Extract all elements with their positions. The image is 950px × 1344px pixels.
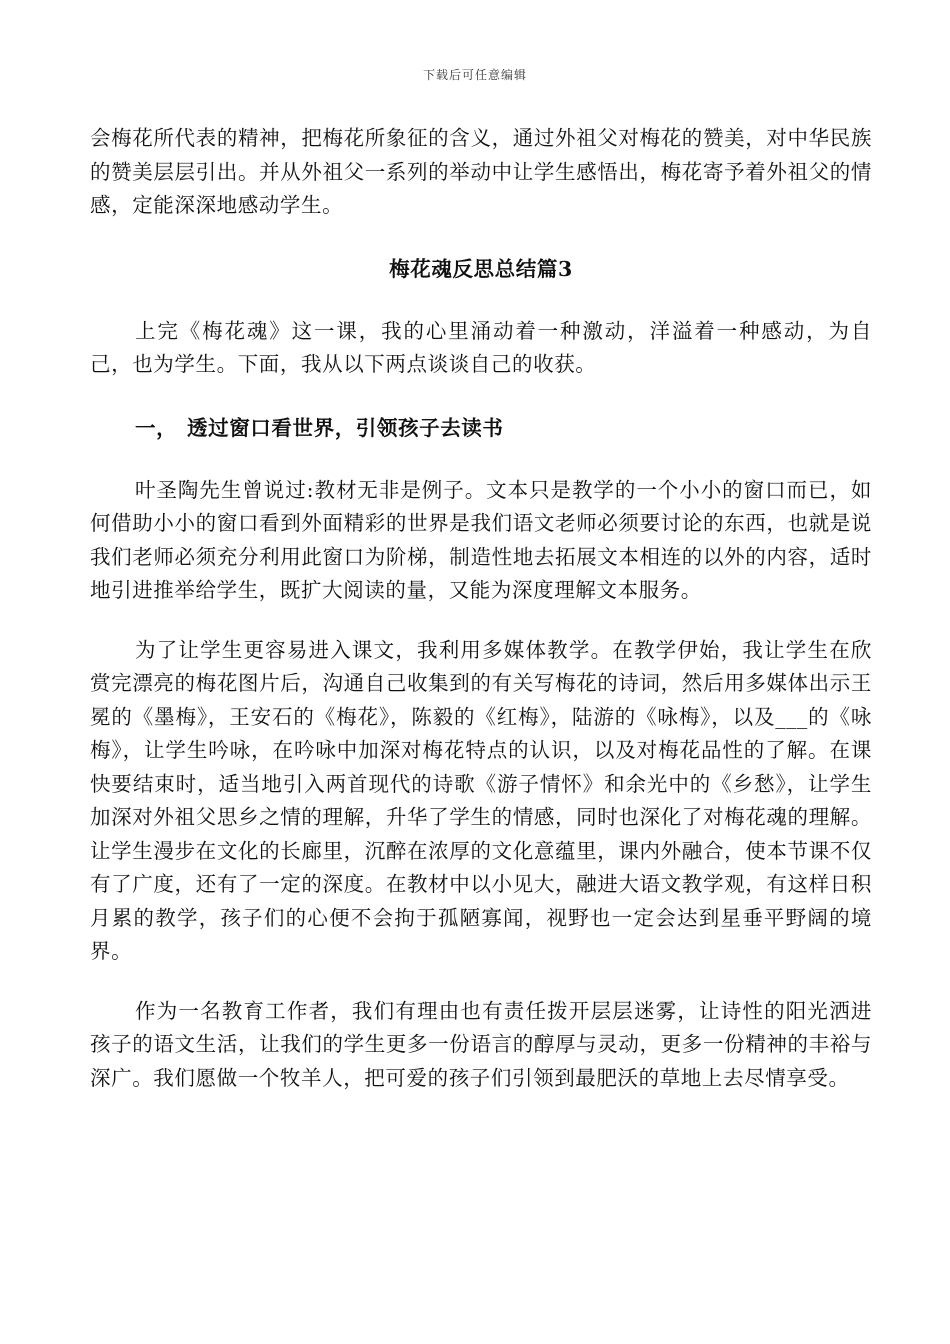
opening-paragraph: 上完《梅花魂》这一课，我的心里涌动着一种激动，洋溢着一种感动，为自己，也为学生。下面，我从以下两点谈谈自己的收获。 (90, 318, 872, 376)
section-title: 梅花魂反思总结篇3 (389, 256, 573, 281)
subheading (90, 408, 872, 448)
intro-paragraph: 会梅花所代表的精神，把梅花所象征的含义，通过外祖父对梅花的赞美，对中华民族的赞美层层引出。并从外祖父一系列的举动中让学生感悟出，梅花寄予着外祖父的情感，定能深深地感动学生。 (90, 126, 872, 217)
body-paragraph-2: 为了让学生更容易进入课文，我利用多媒体教学。在教学伊始，我让学生在欣赏完漂亮的梅花图片后，沟通自己收集到的有关写梅花的诗词，然后用多媒体出示王冕的《墨梅》，王安石的《梅花》，陈毅的《红梅》，陆游的《咏梅》，以及___的《咏梅》，让学生吟咏，在吟咏中加深对梅花特点的认识，以及对梅花品性的了解。在课快要结束时，适当地引入两首现代的诗歌《游子情怀》和余光中的《乡愁》，让学生加深对外祖父思乡之情的理解，升华了学生的情感，同时也深化了对梅花魂的理解。让学生漫步在文化的长廊里，沉醉在浓厚的文化意蕴里，课内外融合，使本节课不仅有了广度，还有了一定的深度。在教材中以小见大，融进大语文教学观，有这样日积月累的教学，孩子们的心便不会拘于孤陋寡闻，视野也一定会达到星垂平野阔的境界。 (90, 637, 872, 963)
document-body (90, 122, 872, 1095)
subheading-number: 一， (135, 415, 178, 440)
subheading-text: 透过窗口看世界，引领孩子去读书 (187, 415, 504, 440)
page-header: 下载后可任意编辑 (422, 68, 527, 82)
body-paragraph-3: 作为一名教育工作者，我们有理由也有责任拨开层层迷雾，让诗性的阳光洒进孩子的语文生活，让我们的学生更多一份语言的醇厚与灵动，更多一份精神的丰裕与深广。我们愿做一个牧羊人，把可爱的孩子们引领到最肥沃的草地上去尽情享受。 (90, 998, 872, 1090)
body-paragraph-1: 叶圣陶先生曾说过:教材无非是例子。文本只是教学的一个小小的窗口而已，如何借助小小的窗口看到外面精彩的世界是我们语文老师必须要讨论的东西，也就是说我们老师必须充分利用此窗口为阶梯，制造性地去拓展文本相连的以外的内容，适时地引进推举给学生，既扩大阅读的量，又能为深度理解文本服务。 (90, 477, 872, 602)
